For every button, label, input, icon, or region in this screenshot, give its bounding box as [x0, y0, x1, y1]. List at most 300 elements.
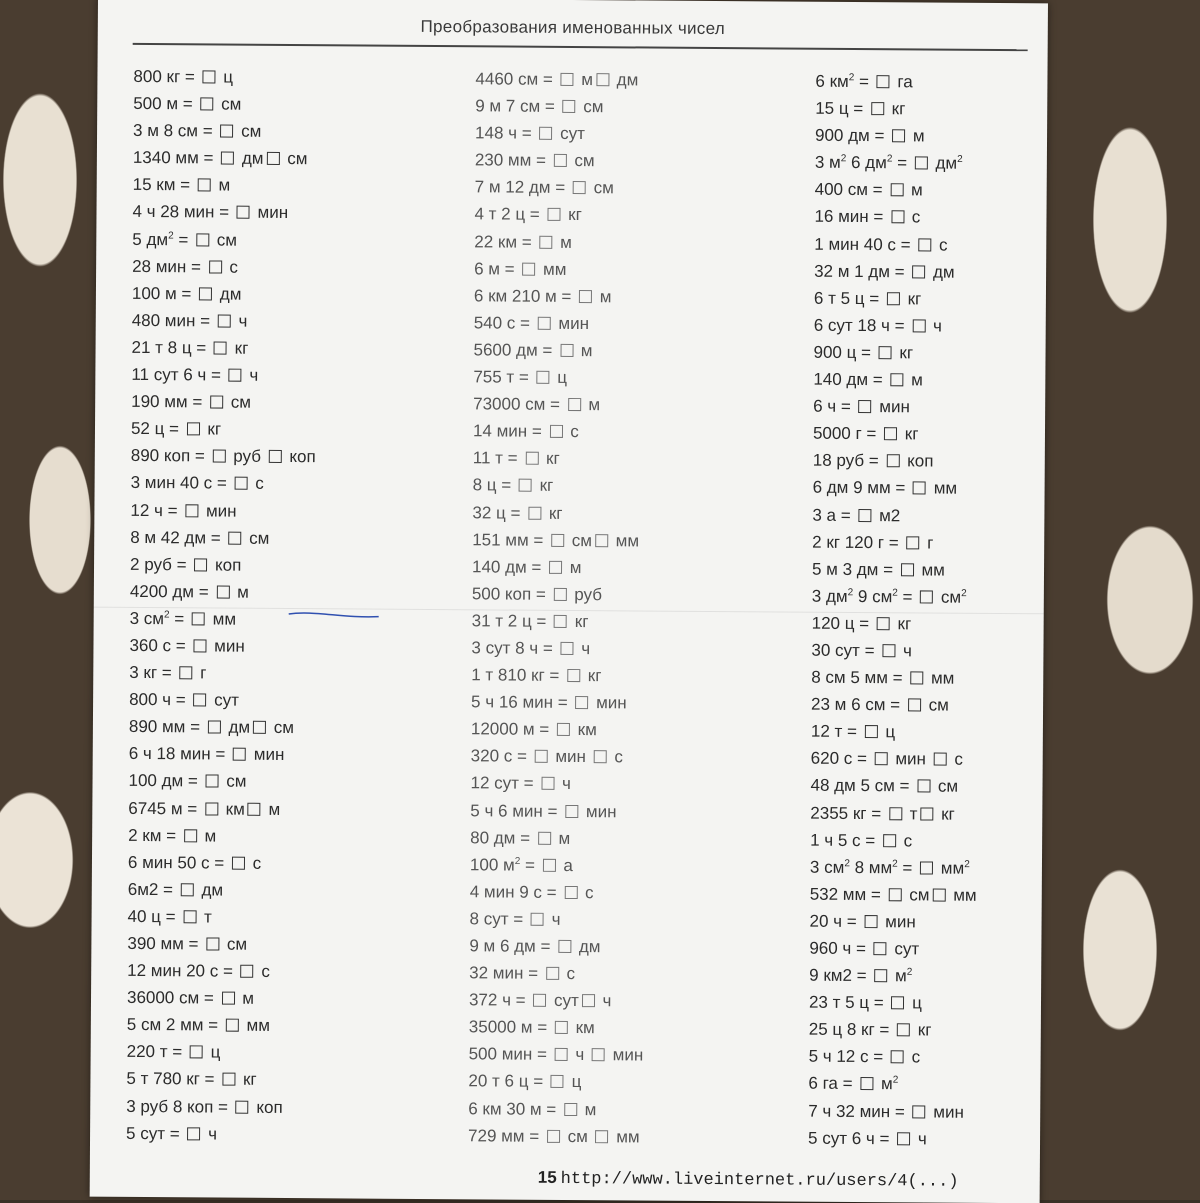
exercise-text: ц	[880, 722, 896, 742]
exponent: 2	[892, 1075, 899, 1087]
answer-box[interactable]	[913, 482, 926, 495]
exercise-text: 6 дм	[846, 153, 887, 173]
answer-box[interactable]	[222, 992, 235, 1005]
answer-box[interactable]	[533, 994, 546, 1007]
exercise-text: 151 мм =	[472, 529, 549, 550]
exercise-item	[815, 95, 982, 123]
answer-box[interactable]	[871, 102, 884, 115]
exercise-text: дм	[611, 70, 639, 90]
exercise-text: с	[907, 207, 921, 227]
exercise-text: 15 км =	[132, 175, 195, 195]
exercise-text: м	[595, 286, 612, 307]
answer-box[interactable]	[184, 829, 197, 842]
answer-box[interactable]	[889, 807, 902, 820]
exercise-text: см	[244, 528, 270, 548]
answer-box[interactable]	[884, 427, 897, 440]
answer-box[interactable]	[883, 834, 896, 847]
exercise-text: м	[232, 582, 249, 602]
answer-box[interactable]	[226, 1019, 239, 1032]
answer-box[interactable]	[192, 612, 205, 625]
answer-box[interactable]	[229, 369, 242, 382]
exercise-text: мин	[249, 745, 285, 765]
answer-box[interactable]	[236, 1100, 249, 1113]
answer-box[interactable]	[199, 287, 212, 300]
answer-box[interactable]	[886, 455, 899, 468]
answer-box[interactable]	[538, 831, 551, 844]
exercise-text: кг	[534, 476, 554, 496]
answer-box[interactable]	[561, 642, 574, 655]
exercise-text: 12000 м =	[470, 719, 555, 740]
exercise-text: 3 м	[814, 152, 841, 173]
exercise-text: 3 м 8 см =	[133, 121, 218, 141]
exercise-text: 532 мм =	[809, 884, 886, 905]
exercise-text: с	[250, 474, 264, 494]
answer-box[interactable]	[565, 804, 578, 817]
answer-box[interactable]	[864, 915, 877, 928]
answer-box[interactable]	[196, 233, 209, 246]
answer-box[interactable]	[538, 317, 551, 330]
answer-box[interactable]	[877, 617, 890, 630]
exercise-text: 73000 см =	[473, 394, 565, 415]
answer-box[interactable]	[913, 1105, 926, 1118]
exercise-text: 9 см	[853, 586, 893, 607]
exercise-text: 6 км 30 м =	[468, 1098, 562, 1119]
exercise-item	[811, 637, 978, 665]
exercise-text: сут	[209, 690, 240, 710]
exercise-text: 6 ч =	[813, 396, 856, 417]
answer-box[interactable]	[208, 721, 221, 734]
answer-box[interactable]	[890, 184, 903, 197]
exponent: 2	[892, 587, 898, 599]
exercise-text: руб	[569, 584, 603, 604]
answer-box[interactable]	[897, 1132, 910, 1145]
answer-box[interactable]	[859, 400, 872, 413]
exercise-text: ч	[570, 1045, 590, 1065]
exercise-item	[472, 580, 647, 608]
answer-box[interactable]	[221, 152, 234, 165]
exercise-text: мин	[890, 749, 931, 769]
answer-box[interactable]	[889, 888, 902, 901]
exercise-item	[132, 198, 317, 226]
answer-box[interactable]	[554, 154, 567, 167]
exponent: 2	[964, 858, 970, 870]
answer-box[interactable]	[874, 969, 887, 982]
answer-box[interactable]	[595, 534, 608, 547]
exercise-text: мин	[581, 801, 617, 821]
answer-box[interactable]	[567, 669, 580, 682]
exercise-text: см	[225, 392, 252, 412]
answer-box[interactable]	[920, 590, 933, 603]
exercise-item	[809, 1016, 976, 1044]
exercise-text: мм	[926, 668, 955, 688]
answer-box[interactable]	[228, 531, 241, 544]
pen-stroke-mark	[284, 598, 404, 629]
answer-box[interactable]	[539, 127, 552, 140]
answer-box[interactable]	[560, 344, 573, 357]
exercise-item	[474, 282, 649, 310]
answer-box[interactable]	[910, 671, 923, 684]
exercise-item	[468, 1068, 643, 1096]
answer-box[interactable]	[596, 73, 609, 86]
exercise-text: ч	[928, 316, 942, 336]
answer-box[interactable]	[891, 1051, 904, 1064]
exercise-text: с	[949, 749, 964, 770]
exercise-text: 12 сут =	[470, 773, 539, 794]
answer-box[interactable]	[555, 1021, 568, 1034]
answer-box[interactable]	[592, 1049, 605, 1062]
exercise-item	[132, 225, 317, 253]
answer-box[interactable]	[912, 265, 925, 278]
answer-box[interactable]	[550, 425, 563, 438]
answer-box[interactable]	[877, 75, 890, 88]
exercise-text: кг	[894, 343, 914, 363]
exercise-text: 12 т =	[810, 721, 862, 742]
exercise-text: 12 ч =	[130, 500, 183, 520]
answer-box[interactable]	[908, 699, 921, 712]
exercise-text: 5 т 780 кг =	[126, 1069, 220, 1090]
exercise-text: м	[199, 826, 217, 846]
exercise-text: 120 ц =	[811, 613, 874, 633]
exercise-text: кг	[541, 449, 560, 469]
answer-box[interactable]	[554, 615, 567, 628]
exercise-text: см	[936, 587, 962, 607]
exercise-text: 148 ч =	[475, 123, 537, 143]
exercise-text: м	[263, 799, 281, 819]
answer-box[interactable]	[547, 208, 560, 221]
exercise-item	[471, 634, 646, 662]
answer-box[interactable]	[546, 967, 559, 980]
answer-box[interactable]	[906, 536, 919, 549]
answer-box[interactable]	[879, 346, 892, 359]
answer-box[interactable]	[901, 563, 914, 576]
answer-box[interactable]	[183, 910, 196, 923]
answer-box[interactable]	[582, 994, 595, 1007]
answer-box[interactable]	[206, 775, 219, 788]
exercise-text: м	[890, 966, 907, 986]
exercise-item	[128, 876, 313, 904]
answer-box[interactable]	[561, 73, 574, 86]
exponent: 2	[906, 966, 913, 978]
exercise-item	[473, 445, 648, 473]
exercise-text: 3 сут 8 ч =	[471, 638, 558, 658]
exercise-text: ц	[566, 1072, 582, 1092]
exercise-text: дм	[196, 880, 224, 900]
answer-box[interactable]	[915, 157, 928, 170]
exercise-item	[133, 90, 318, 118]
exercise-text: с	[561, 964, 576, 984]
exercise-item	[127, 930, 312, 958]
exercise-item	[469, 986, 644, 1014]
exercise-text: 1 т 810 кг =	[471, 665, 565, 686]
answer-box[interactable]	[248, 802, 261, 815]
exercise-text: 100 дм =	[128, 771, 203, 791]
exercise-text: 8 сут =	[469, 909, 528, 929]
answer-box[interactable]	[181, 883, 194, 896]
exercise-text: с	[906, 1047, 921, 1067]
exercise-text: мин	[201, 500, 237, 521]
exercise-text: сут	[549, 991, 579, 1011]
source-url: http://www.liveinternet.ru/users/4(...)	[560, 1169, 959, 1192]
answer-box[interactable]	[568, 398, 581, 411]
exercise-text: 100 м =	[131, 283, 197, 304]
answer-box[interactable]	[525, 452, 538, 465]
answer-box[interactable]	[564, 886, 577, 899]
exercise-item	[472, 553, 647, 581]
exercise-text: 5 сут =	[126, 1123, 185, 1143]
exercise-text: км	[572, 720, 597, 740]
exercise-text: 900 дм =	[814, 125, 890, 146]
exercise-text: 500 м =	[133, 94, 198, 114]
exercise-text: дм	[215, 284, 242, 304]
answer-box[interactable]	[187, 423, 200, 436]
answer-box[interactable]	[891, 211, 904, 224]
answer-box[interactable]	[865, 725, 878, 738]
exercise-item	[129, 659, 314, 687]
exercise-text: м	[565, 557, 582, 577]
answer-box[interactable]	[887, 292, 900, 305]
answer-box[interactable]	[222, 1073, 235, 1086]
exercise-text: см	[236, 121, 262, 142]
exercise-text: 2355 кг =	[810, 803, 886, 823]
page-number: 15	[537, 1167, 557, 1187]
answer-box[interactable]	[220, 125, 233, 138]
answer-box[interactable]	[554, 588, 567, 601]
exercise-item	[129, 632, 314, 660]
answer-box[interactable]	[269, 450, 282, 463]
exercise-text: 6 м =	[474, 258, 520, 279]
answer-box[interactable]	[232, 856, 245, 869]
exercise-text: м	[576, 70, 594, 90]
exercise-item	[810, 826, 977, 854]
exercise-text: мин	[874, 397, 910, 417]
worksheet-title: Преобразования именованных чисел	[420, 16, 726, 39]
exercise-text: ц	[552, 367, 568, 387]
exercise-column-3	[808, 68, 982, 1153]
exercise-text: сут	[889, 939, 920, 959]
exercise-text: 6 км	[815, 71, 849, 91]
answer-box[interactable]	[200, 97, 213, 110]
exercise-item	[133, 117, 318, 145]
answer-box[interactable]	[547, 1130, 560, 1143]
exercise-text: 900 ц =	[813, 342, 876, 363]
answer-box[interactable]	[209, 260, 222, 273]
exercise-item	[131, 361, 316, 389]
answer-box[interactable]	[214, 341, 227, 354]
answer-box[interactable]	[537, 371, 550, 384]
exercise-item	[815, 149, 982, 177]
exercise-text: ц	[205, 1042, 221, 1062]
exercise-item	[126, 1092, 311, 1120]
exercise-text: мин	[553, 313, 590, 333]
exercise-item	[474, 228, 649, 256]
exercise-text: 20 ч =	[809, 911, 862, 931]
answer-box[interactable]	[563, 100, 576, 113]
answer-box[interactable]	[917, 780, 930, 793]
answer-box[interactable]	[891, 996, 904, 1009]
answer-box[interactable]	[892, 129, 905, 142]
exercise-text: 480 мин =	[131, 310, 215, 331]
exercise-item	[811, 745, 978, 773]
exercise-text: мм	[207, 609, 237, 629]
answer-box[interactable]	[557, 723, 570, 736]
answer-box[interactable]	[519, 479, 532, 492]
exercise-item	[810, 799, 977, 827]
exercise-item	[808, 1097, 975, 1125]
answer-box[interactable]	[193, 639, 206, 652]
exercise-text: кг	[202, 419, 222, 439]
exercise-item	[469, 932, 644, 960]
answer-box[interactable]	[210, 396, 223, 409]
exercise-text: мм	[241, 1015, 271, 1036]
exercise-text: 230 мм =	[474, 150, 551, 171]
exercise-text: 3 мин 40 с =	[130, 473, 232, 494]
exercise-text: 400 см =	[814, 180, 888, 200]
exercise-item	[813, 447, 980, 475]
exercise-text: 80 дм =	[470, 827, 535, 848]
answer-box[interactable]	[187, 1127, 200, 1140]
exercise-item	[130, 551, 315, 579]
answer-box[interactable]	[551, 533, 564, 546]
answer-box[interactable]	[579, 290, 592, 303]
exercise-text: 20 т 6 ц =	[468, 1071, 548, 1092]
answer-box[interactable]	[912, 319, 925, 332]
exercise-item	[132, 280, 317, 308]
answer-box[interactable]	[216, 585, 229, 598]
exercise-text: 8 м 42 дм =	[130, 527, 226, 548]
exercise-text: см	[923, 695, 949, 715]
answer-box[interactable]	[920, 807, 933, 820]
answer-box[interactable]	[555, 1048, 568, 1061]
answer-box[interactable]	[549, 561, 562, 574]
exercise-item	[471, 743, 646, 771]
exponent: 2	[840, 153, 847, 165]
answer-box[interactable]	[858, 509, 871, 522]
answer-box[interactable]	[235, 477, 248, 490]
answer-box[interactable]	[543, 859, 556, 872]
exercise-text: =	[854, 71, 874, 92]
exercise-text: 23 м 6 см =	[811, 694, 905, 715]
answer-box[interactable]	[539, 235, 552, 248]
answer-box[interactable]	[875, 752, 888, 765]
exercise-item	[131, 415, 316, 443]
exercise-text: 5 ч 12 с =	[808, 1047, 888, 1067]
answer-box[interactable]	[918, 238, 931, 251]
exercise-text: 140 дм =	[813, 369, 888, 390]
answer-box[interactable]	[205, 802, 218, 815]
answer-box[interactable]	[185, 504, 198, 517]
exercise-text: 25 ц 8 кг =	[808, 1019, 895, 1040]
answer-box[interactable]	[213, 450, 226, 463]
exercise-item	[470, 824, 645, 852]
exercise-text: см	[933, 776, 959, 797]
answer-box[interactable]	[874, 942, 887, 955]
exercise-item	[473, 336, 648, 364]
exercise-text: 6 га =	[808, 1074, 858, 1094]
answer-box[interactable]	[558, 940, 571, 953]
exercise-item	[814, 230, 981, 258]
exercise-text: ч	[913, 1129, 927, 1149]
answer-box[interactable]	[890, 373, 903, 386]
answer-box[interactable]	[860, 1078, 873, 1091]
answer-box[interactable]	[897, 1024, 910, 1037]
answer-box[interactable]	[528, 506, 541, 519]
exercise-text: 9 м 7 см =	[475, 96, 560, 117]
exercise-text: 540 с =	[473, 313, 535, 333]
exercise-text: кг	[913, 1020, 932, 1040]
exercise-text: дм	[237, 148, 264, 169]
exercise-item	[471, 661, 646, 689]
exercise-item	[127, 984, 312, 1012]
answer-box[interactable]	[218, 314, 231, 327]
exercise-text: 9 км2 =	[809, 965, 872, 986]
exercise-text: кг	[544, 503, 563, 523]
exercise-item	[809, 908, 976, 936]
answer-box[interactable]	[575, 696, 588, 709]
exercise-text: 14 мин =	[472, 421, 547, 442]
answer-box[interactable]	[551, 1075, 564, 1088]
exercise-item	[814, 284, 981, 312]
exercise-text: 8 ц =	[472, 475, 516, 496]
answer-box[interactable]	[564, 1103, 577, 1116]
exercise-item	[128, 767, 313, 795]
exercise-text: см	[569, 151, 595, 171]
answer-box[interactable]	[206, 937, 219, 950]
answer-box[interactable]	[253, 721, 266, 734]
answer-box[interactable]	[194, 558, 207, 571]
answer-box[interactable]	[179, 666, 192, 679]
answer-box[interactable]	[522, 262, 535, 275]
exercise-item	[810, 880, 977, 908]
exercise-item	[814, 203, 981, 231]
exercise-item	[469, 1014, 644, 1042]
exercise-text: 360 с =	[129, 635, 191, 656]
exercise-item	[809, 935, 976, 963]
exercise-item	[133, 144, 318, 172]
answer-box[interactable]	[541, 777, 554, 790]
exercise-item	[472, 607, 647, 635]
answer-box[interactable]	[920, 861, 933, 874]
answer-box[interactable]	[594, 751, 607, 764]
exercise-text: с	[224, 257, 239, 277]
exercise-text: кг	[563, 205, 582, 225]
exercise-text: 21 т 8 ц =	[131, 337, 212, 358]
answer-box[interactable]	[932, 888, 945, 901]
answer-box[interactable]	[535, 750, 548, 763]
exercise-text: м	[908, 126, 925, 146]
answer-box[interactable]	[266, 152, 279, 165]
exercise-text: с	[256, 961, 270, 982]
answer-box[interactable]	[596, 1130, 609, 1143]
exercise-item	[131, 334, 316, 362]
exercise-text: 52 ц =	[130, 419, 184, 439]
exercise-text: =	[892, 153, 912, 173]
answer-box[interactable]	[193, 694, 206, 707]
answer-box[interactable]	[190, 1046, 203, 1059]
answer-box[interactable]	[573, 181, 586, 194]
answer-box[interactable]	[934, 753, 947, 766]
exercise-text: мм	[610, 530, 640, 551]
answer-box[interactable]	[237, 206, 250, 219]
answer-box[interactable]	[882, 644, 895, 657]
answer-box[interactable]	[233, 748, 246, 761]
exercise-text: см	[588, 178, 614, 198]
answer-box[interactable]	[203, 70, 216, 83]
exercise-text: мм	[538, 259, 567, 279]
answer-box[interactable]	[531, 913, 544, 926]
exercise-text: мм	[936, 858, 965, 878]
answer-box[interactable]	[241, 965, 254, 978]
answer-box[interactable]	[198, 179, 211, 192]
